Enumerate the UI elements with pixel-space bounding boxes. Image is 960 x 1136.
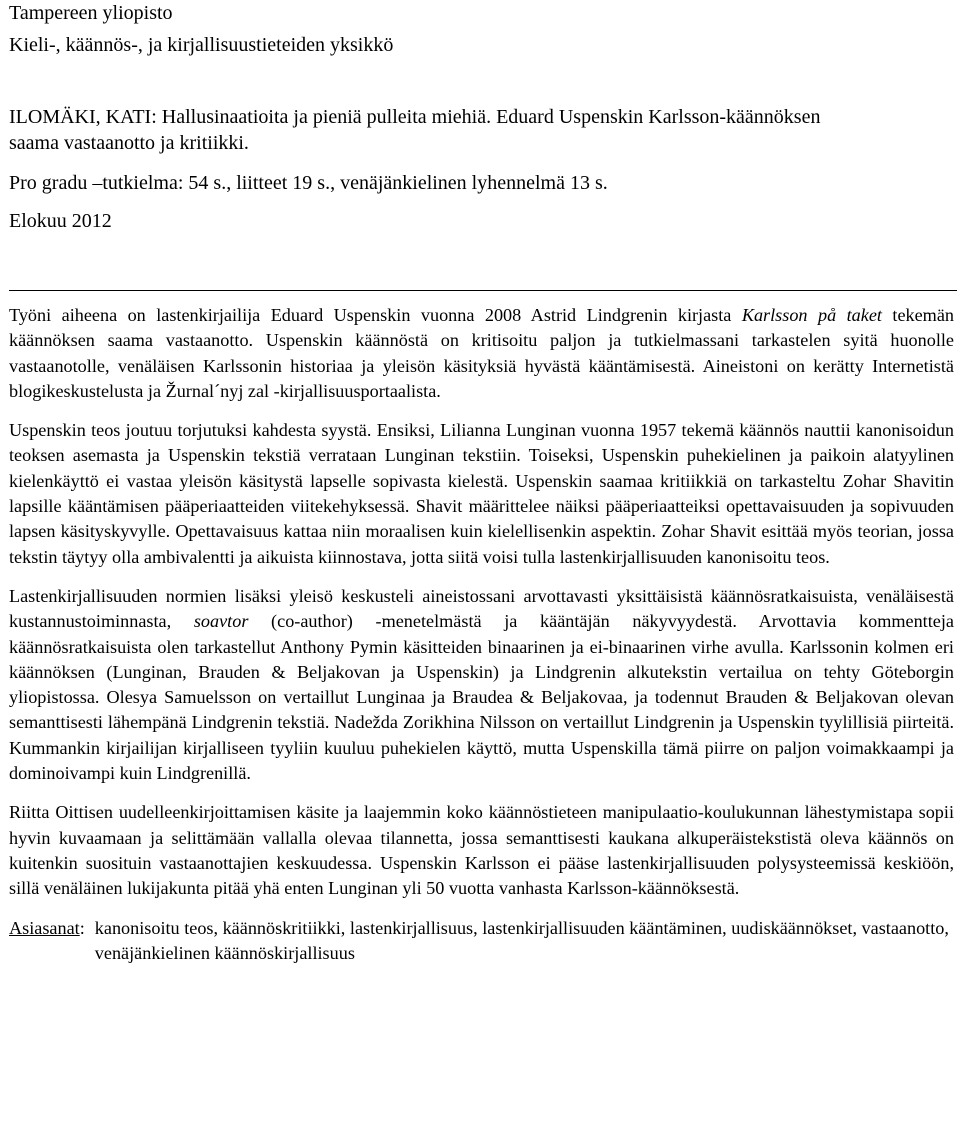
thesis-meta: Pro gradu –tutkielma: 54 s., liitteet 19 s., venäjänkielinen lyhennelmä 13 s. <box>9 172 608 194</box>
abstract-paragraph-3 <box>9 584 954 786</box>
abstract-p3-text-b: (co-author) -menetelmästä ja kääntäjän näkyvyydestä. Arvottavia kommentteja käännösratkaisuista olen tarkastellut Anthony Pymin käsitteiden binaarinen ja ei-binaarinen virhe avulla. Karlssonin kolmen eri käännöksen (Lunginan, Brauden & Beljakovan ja Uspenskin) ja Lindgrenin alkutekstin vertailua on tehty Göteborgin yliopistossa. Olesya Samuelsson on vertaillut Lunginaa ja Braudea & Beljakovaa, ja todennut Brauden & Beljakovan olevan semanttisesti lähempänä Lindgrenin tekstiä. Nadežda Zorikhina Nilsson on vertaillut Lindgrenin ja Uspenskin tyylillisiä piirteitä. Kummankin kirjailijan kirjalliseen tyyliin kuuluu puhekielen käyttö, mutta Uspenskilla tämä piirre on paljon voimakkaampi ja dominoivampi kuin Lindgrenillä. <box>9 611 954 784</box>
abstract-paragraph-4: Riitta Oittisen uudelleenkirjoittamisen käsite ja laajemmin koko käännöstieteen manipulaatio-koulukunnan lähestymistapa sopii hyvin kuvaamaan ja selittämään vallalla olevaa tilannetta, jossa semanttisesti kaukana alkuperäistekstistä oleva käännös on kuitenkin suosituin vastaanottajien keskuudessa. Uspenskin Karlsson ei pääse lastenkirjallisuuden polysysteemissä keskiöön, sillä venäläinen lukijakunta pitää yhä enten Lunginan yli 50 vuotta vanhasta Karlsson-käännöksestä. <box>9 802 954 899</box>
keywords-row <box>9 916 954 966</box>
abstract-p1-book-title: Karlsson på taket <box>741 305 882 325</box>
abstract-paragraph-1 <box>9 303 954 404</box>
thesis-title-block <box>9 104 954 156</box>
keywords-text: kanonisoitu teos, käännöskritiikki, lastenkirjallisuus, lastenkirjallisuuden kääntäminen, uudiskäännökset, vastaanotto, venäjänkielinen käännöskirjallisuus <box>94 917 949 963</box>
keywords-label: Asiasanat <box>9 917 80 938</box>
document-page <box>9 0 954 966</box>
author-title-line-1: ILOMÄKI, KATI: Hallusinaatioita ja pieniä pulleita miehiä. Eduard Uspenskin Karlsson-käännöksen <box>9 106 821 128</box>
abstract <box>9 303 954 902</box>
university-name: Tampereen yliopisto <box>9 2 173 24</box>
keywords-colon: : <box>79 917 85 938</box>
divider-rule <box>9 290 957 291</box>
thesis-date: Elokuu 2012 <box>9 210 112 232</box>
abstract-paragraph-2: Uspenskin teos joutuu torjutuksi kahdesta syystä. Ensiksi, Lilianna Lunginan vuonna 1957 tekemä käännös nauttii kanonisoidun teoksen asemasta ja Uspenskin tekstiä verrataan Lunginan tekstiin. Toiseksi, Uspenskin puhekielinen ja paikoin alatyylinen kielenkäyttö ei vastaa yleisön käsitystä lapselle sopivasta kielestä. Uspenskin saamaa kritiikkiä on tarkasteltu Zohar Shavitin lapsille kääntämisen pääperiaatteiden viitekehyksessä. Shavit määrittelee näiksi pääperiaatteiksi opettavaisuuden ja sopivuuden lapsen käsityskyvylle. Opettavaisuus kattaa niin moraalisen kuin kielellisenkin aspektin. Zohar Shavit esittää myös teorian, jossa tekstin täytyy olla ambivalentti ja aikuista kiinnostava, jotta siitä voisi tulla lastenkirjallisuuden kanonisoitu teos. <box>9 420 954 567</box>
department-name: Kieli-, käännös-, ja kirjallisuustieteiden yksikkö <box>9 34 394 56</box>
abstract-p3-term: soavtor <box>193 611 249 632</box>
author-title-line-2: saama vastaanotto ja kritiikki. <box>9 132 249 154</box>
abstract-p3-text-a: Lastenkirjallisuuden normien lisäksi yleisö keskusteli aineistossani arvottavasti yksittäisistä käännösratkaisuista, venäläisestä kustannustoiminnasta, <box>9 585 954 632</box>
abstract-p1-text-a: Työni aiheena on lastenkirjailija Eduard Uspenskin vuonna 2008 Astrid Lindgrenin kirjasta <box>9 305 742 325</box>
abstract-p1-text-b: tekemän käännöksen saama vastaanotto. Uspenskin käännöstä on kritisoitu paljon ja tutkielmassani tarkastelen syitä huonolle vastaanotolle, venäläisen Karlssonin historiaa ja yleisön käsityksiä hyvästä kääntämisestä. Aineistoni on kerätty Internetistä blogikeskustelusta ja Žurnal´nyj zal -kirjallisuusportaalista. <box>9 305 955 401</box>
